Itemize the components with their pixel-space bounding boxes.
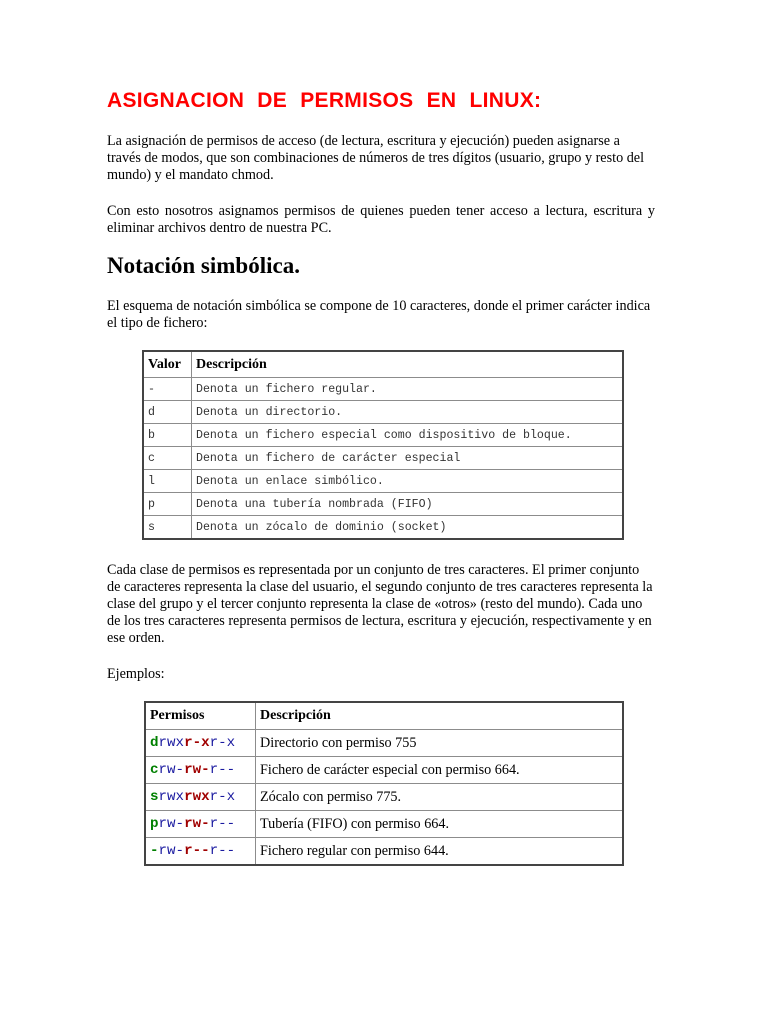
column-header-permisos: Permisos xyxy=(145,702,256,730)
value-cell: p xyxy=(143,493,192,516)
permission-classes-paragraph: Cada clase de permisos es representada por un conjunto de tres caracteres. El primer conjunto de caracteres representa la clase del usuario, el segundo conjunto de tres caracteres representa la clase del grupo y el tercer conjunto representa la clase de «otros» (resto del mundo). Cada uno de los tres caracteres representa permisos de lectura, escritura y ejecución, respectivamente y en ese orden. xyxy=(107,562,653,646)
perm-user: rw- xyxy=(158,843,185,859)
description-cell: Denota un enlace simbólico. xyxy=(192,470,624,493)
value-cell: b xyxy=(143,424,192,447)
intro-paragraph: La asignación de permisos de acceso (de lectura, escritura y ejecución) pueden asignarse a través de modos, que son combinaciones de números de tres dígitos (usuario, grupo y resto del mundo) y el mandato chmod. xyxy=(107,133,645,183)
description-cell: Denota un fichero regular. xyxy=(192,378,624,401)
description-cell: Denota una tubería nombrada (FIFO) xyxy=(192,493,624,516)
table-row xyxy=(143,493,623,516)
column-header-descripcion: Descripción xyxy=(256,702,624,730)
examples-label: Ejemplos: xyxy=(107,666,165,682)
table-row xyxy=(143,516,623,540)
table-header-row xyxy=(145,702,623,730)
description-cell: Denota un fichero de carácter especial xyxy=(192,447,624,470)
table-row xyxy=(145,838,623,866)
perm-type: - xyxy=(150,843,159,859)
permission-string xyxy=(145,757,256,784)
table-row xyxy=(145,811,623,838)
table-row xyxy=(143,424,623,447)
perm-user: rw- xyxy=(158,816,185,832)
file-type-table xyxy=(142,350,624,540)
value-cell: l xyxy=(143,470,192,493)
permission-string xyxy=(145,811,256,838)
perm-other: r-- xyxy=(209,843,236,859)
table-row xyxy=(143,447,623,470)
table-row xyxy=(145,757,623,784)
perm-user: rwx xyxy=(158,789,185,805)
description-cell: Denota un zócalo de dominio (socket) xyxy=(192,516,624,540)
perm-other: r-- xyxy=(209,816,236,832)
perm-type: p xyxy=(150,816,159,832)
column-header-descripcion: Descripción xyxy=(192,351,624,378)
description-cell: Zócalo con permiso 775. xyxy=(256,784,624,811)
perm-group: r-x xyxy=(184,735,210,751)
description-cell: Tubería (FIFO) con permiso 664. xyxy=(256,811,624,838)
column-header-valor: Valor xyxy=(143,351,192,378)
perm-user: rw- xyxy=(158,762,185,778)
value-cell: - xyxy=(143,378,192,401)
intro-paragraph-2: Con esto nosotros asignamos permisos de quienes pueden tener acceso a lectura, escritura y eliminar archivos dentro de nuestra PC. xyxy=(107,203,655,236)
permission-string xyxy=(145,838,256,866)
value-cell: s xyxy=(143,516,192,540)
page-title: ASIGNACION DE PERMISOS EN LINUX: xyxy=(107,89,542,112)
perm-other: r-x xyxy=(209,789,236,805)
perm-type: d xyxy=(150,735,159,751)
perm-user: rwx xyxy=(158,735,185,751)
perm-group: r-- xyxy=(184,843,210,859)
table-row xyxy=(145,784,623,811)
perm-other: r-x xyxy=(209,735,236,751)
value-cell: c xyxy=(143,447,192,470)
section-title: Notación simbólica. xyxy=(107,253,300,278)
description-cell: Denota un directorio. xyxy=(192,401,624,424)
table-row xyxy=(143,378,623,401)
value-cell: d xyxy=(143,401,192,424)
perm-group: rw- xyxy=(184,816,210,832)
description-cell: Fichero de carácter especial con permiso 664. xyxy=(256,757,624,784)
perm-group: rwx xyxy=(184,789,210,805)
permission-string xyxy=(145,730,256,757)
perm-type: c xyxy=(150,762,159,778)
description-cell: Directorio con permiso 755 xyxy=(256,730,624,757)
perm-other: r-- xyxy=(209,762,236,778)
table-header-row xyxy=(143,351,623,378)
description-cell: Fichero regular con permiso 644. xyxy=(256,838,624,866)
permission-examples-table xyxy=(144,701,624,866)
permission-string xyxy=(145,784,256,811)
description-cell: Denota un fichero especial como dispositivo de bloque. xyxy=(192,424,624,447)
table-row xyxy=(143,470,623,493)
perm-type: s xyxy=(150,789,159,805)
section-intro-paragraph: El esquema de notación simbólica se compone de 10 caracteres, donde el primer carácter indica el tipo de fichero: xyxy=(107,298,651,331)
perm-group: rw- xyxy=(184,762,210,778)
table-row xyxy=(145,730,623,757)
table-row xyxy=(143,401,623,424)
